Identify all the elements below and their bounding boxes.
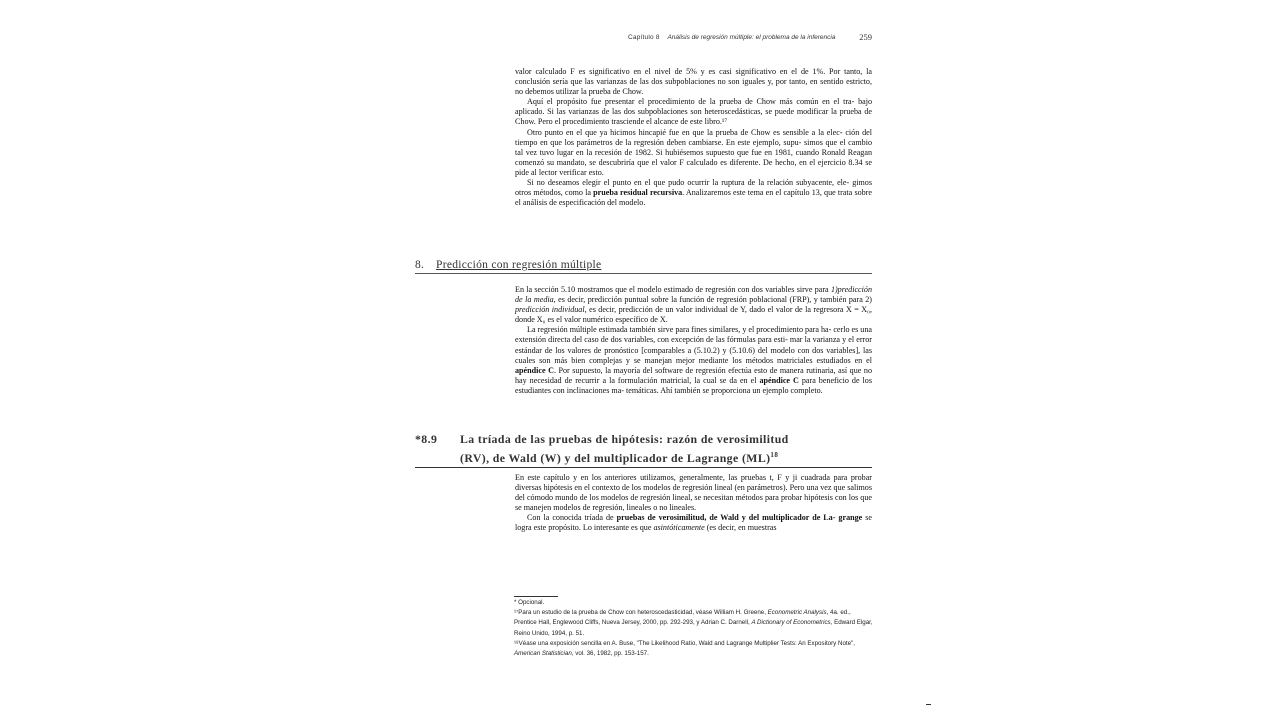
footnote: * Opcional.: [514, 599, 545, 606]
text-run: , Edward Elgar, Reino Unido, 1994, p. 51.: [514, 619, 873, 637]
footnote-rule: [514, 596, 558, 597]
text-run: para beneficio de los estudiantes con inclinaciones ma- temáticas. Ahí también se proporciona un ejemplo completo.: [515, 375, 872, 395]
running-header: [628, 34, 872, 41]
section-title-line: [460, 448, 872, 466]
page-mark: [926, 704, 931, 705]
text-run: La regresión múltiple estimada también sirve para fines similares, y el procedimiento para ha- cerlo es una extensión directa del caso de dos variables, con excepción de las fórmulas para esti- mar la varianza y el error estándar de los valores de pronóstico [comparables a (5.10.2) y (5.10.6) del modelo con dos variables], las cuales son más bien complejas y se manejan mejor mediante los métodos matriciales estudiados en el: [515, 325, 872, 365]
paragraph: valor calculado F es significativo en el nivel de 5% y es casi significativo en el de 1%. Por tanto, la conclusión sería que las varianzas de las dos subpoblaciones no son iguales y, por tanto, en sentido estricto, no debemos utilizar la prueba de Chow.: [515, 67, 872, 97]
text-run: , es decir, predicción de un valor individual de Y, dado el valor de la regresora X = X₀, donde X₀ es el valor numérico específico de X.: [515, 305, 872, 325]
footnote: [514, 608, 874, 639]
paragraph: En este capítulo y en los anteriores utilizamos, generalmente, las pruebas t, F y ji cuadrada para probar diversas hipótesis en el contexto de los modelos de regresión lineal (en parámetros). Pero una vez que salimos del cómodo mundo de los modelos de regresión lineal, se necesitan métodos para probar hipótesis con los que se manejen modelos de regresión, lineales o no lineales.: [515, 473, 872, 513]
text-run: ¹⁷Para un estudio de la prueba de Chow con heteroscedasticidad, véase William H. Greene,: [514, 609, 768, 617]
section-title: Predicción con regresión múltiple: [436, 259, 602, 271]
section-heading-8: [415, 259, 872, 274]
section-title-line: La tríada de las pruebas de hipótesis: razón de verosimilitud: [460, 432, 789, 446]
text-run: , es decir, predicción puntual sobre la función de regresión poblacional (FRP), y también para 2): [553, 295, 872, 305]
text-run: , vol. 36, 1982, pp. 153-157.: [571, 650, 649, 658]
chapter-label: Capítulo 8: [628, 34, 660, 41]
italic-term: American Statistician: [514, 650, 572, 658]
text-run: En la sección 5.10 mostramos que el modelo estimado de regresión con dos variables sirve para: [515, 285, 831, 294]
text-run: . Analizaremos este tema en el capítulo 13, que trata sobre el análisis de especificación del modelo.: [515, 188, 872, 208]
text-run: se logra este propósito. Lo interesante es que: [515, 513, 873, 533]
text-run: Con la conocida tríada de: [527, 513, 617, 523]
italic-term: Econometric Analysis: [767, 609, 827, 617]
section-number: 8.: [415, 259, 425, 271]
text-run: Si no deseamos elegir el punto en el que pudo ocurrir la ruptura de la relación subyacente, ele- gimos otros métodos, como la: [515, 178, 872, 198]
running-title: Análisis de regresión múltiple: el problema de la inferencia: [667, 34, 836, 41]
paragraph: Otro punto en el que ya hicimos hincapié fue en que la prueba de Chow es sensible a la elec- ción del tiempo en que los parámetros de la regresión deben cambiarse. En este ejemplo, supu- simos que el cambio tal vez tuvo lugar en la recesión de 1982. Si hubiésemos supuesto que fue en 1981, cuando Ronald Reagan comenzó su mandato, se descubriría que el valor F calculado es diferente. De hecho, en el ejercicio 8.34 se pide al lector verificar esto.: [515, 127, 872, 177]
footnotes: [514, 598, 874, 659]
paragraph: [515, 178, 872, 208]
bold-term: pruebas de verosimilitud, de Wald y del multiplicador de La- grange: [616, 513, 863, 523]
italic-term: predicción individual: [515, 305, 585, 315]
text-run: ¹⁸Véase una exposición sencilla en A. Buse, "The Likelihood Ratio, Wald and Lagrange Multiplier Tests: An Expository Note",: [514, 639, 855, 647]
footnote-ref: 18: [770, 450, 779, 459]
section-8-body: [515, 285, 872, 396]
page-number: 259: [859, 32, 872, 42]
paragraph: [515, 325, 872, 396]
paragraph: Aquí el propósito fue presentar el procedimiento de la prueba de Chow más común en el tra- bajo aplicado. Si las varianzas de las dos subpoblaciones son heteroscedásticas, se puede modificar la prueba de Chow. Pero el procedimiento trasciende el alcance de este libro.¹⁷: [515, 97, 872, 127]
paragraph: [515, 513, 872, 533]
text-run: (es decir, en muestras: [704, 523, 777, 533]
italic-term: 1)predicción de la media: [515, 285, 872, 305]
continued-text-block: [515, 67, 872, 208]
text-run: (RV), de Wald (W) y del multiplicador de Lagrange (ML): [460, 450, 771, 465]
bold-term: apéndice C: [759, 375, 799, 385]
text-run: , 4a. ed., Prentice Hall, Englewood Cliffs, Nueva Jersey, 2000, pp. 292-293, y Adrian C. Darnell,: [514, 609, 851, 627]
footnote: [514, 639, 874, 659]
section-8-9-body: [515, 473, 872, 534]
italic-term: A Dictionary of Econometrics: [751, 619, 831, 627]
italic-term: asintóticamente: [653, 523, 705, 533]
bold-term: apéndice C: [515, 365, 554, 375]
paragraph: [515, 285, 872, 325]
section-number: *8.9: [415, 432, 438, 446]
text-run: . Por supuesto, la mayoría del software de regresión efectúa esto de manera rutinaria, así que no hay necesidad de recurrir a la formulación matricial, la cual se da en el: [515, 365, 872, 385]
section-heading-8-9: [415, 432, 872, 468]
bold-term: prueba residual recursiva: [593, 188, 683, 198]
